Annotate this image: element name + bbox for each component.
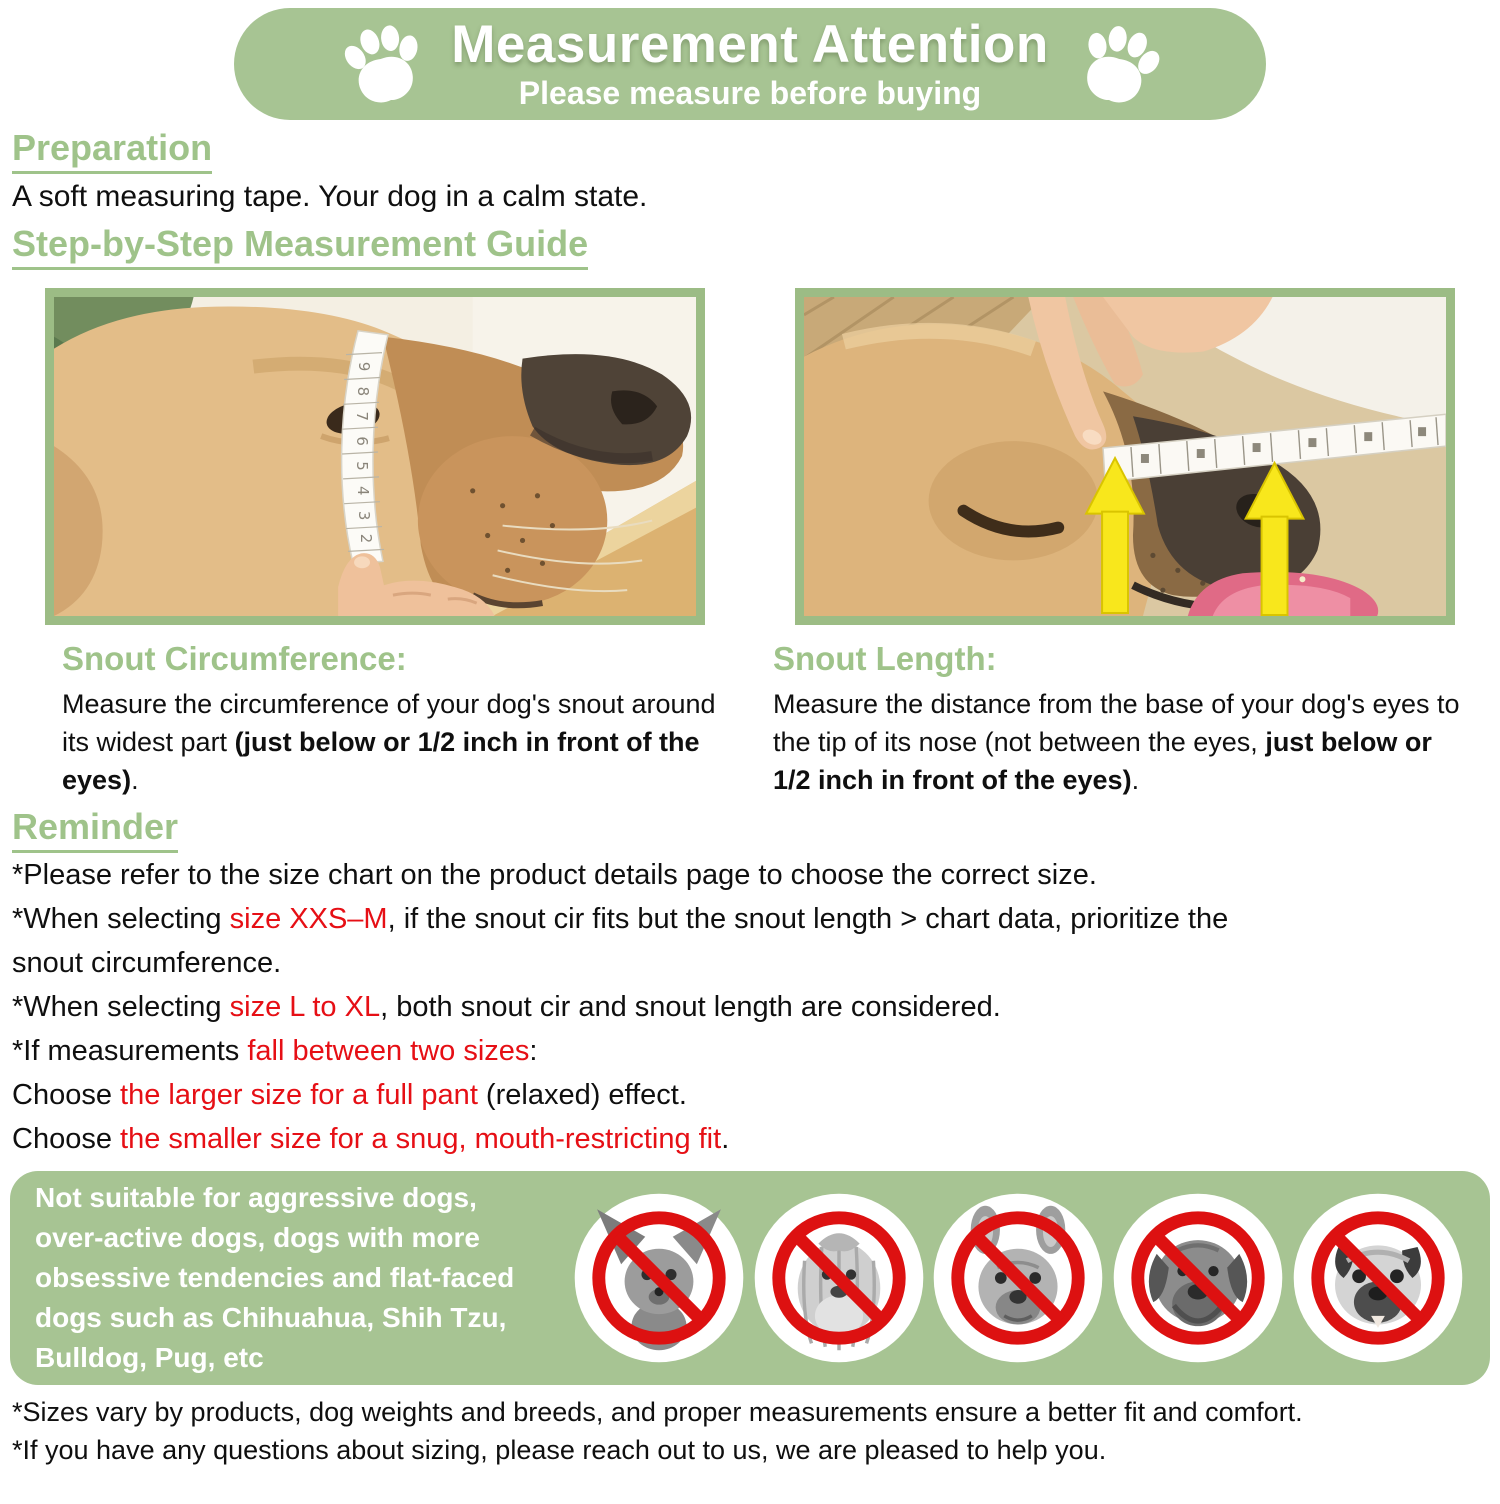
snout-length-caption [773, 639, 1468, 799]
paw-icon [331, 14, 434, 114]
footer-line: *If you have any questions about sizing, please reach out to us, we are pleased to help you. [12, 1435, 1107, 1465]
caption-title: Snout Length: [773, 640, 997, 677]
reminder-line: Choose the smaller size for a snug, mouth-restricting fit. [12, 1123, 730, 1155]
tape-number: 9 [355, 361, 374, 372]
reminder-section [12, 807, 1500, 1161]
warning-box [10, 1171, 1490, 1385]
banner-text [451, 17, 1049, 111]
tape-number: 7 [353, 411, 372, 421]
no-chihuahua-icon [573, 1192, 745, 1364]
tape-number: 6 [353, 436, 372, 446]
warning-line: obsessive tendencies and flat-faced [35, 1262, 515, 1293]
banned-breed-badges [565, 1192, 1472, 1364]
snout-circumference-illustration [54, 297, 696, 616]
warning-line: dogs such as Chihuahua, Shih Tzu, [35, 1302, 507, 1333]
measurement-infographic [0, 8, 1500, 1469]
tape-number: 5 [353, 461, 372, 471]
preparation-heading: Preparation [12, 128, 212, 174]
reminder-line: *Please refer to the size chart on the product details page to choose the correct size. [12, 859, 1097, 891]
reminder-line: *When selecting size XXS–M, if the snout cir fits but the snout length > chart data, prioritize the [12, 903, 1229, 935]
snout-length-illustration [804, 297, 1446, 616]
caption-body: Measure the distance from the base of your dog's eyes to the tip of its nose (not between the eyes, just below or 1/2 inch in front of the eyes). [773, 689, 1460, 795]
no-french-bulldog-icon [932, 1192, 1104, 1364]
tape-number: 3 [355, 510, 374, 521]
reminder-line: *When selecting size L to XL, both snout cir and snout length are considered. [12, 991, 1001, 1023]
caption-title: Snout Circumference: [62, 640, 407, 677]
footer-notes [12, 1393, 1500, 1469]
banner-title: Measurement Attention [451, 15, 1049, 74]
banner-subtitle: Please measure before buying [518, 75, 982, 111]
snout-length-photo [795, 288, 1455, 625]
warning-text [35, 1178, 565, 1378]
tape-number: 8 [354, 386, 373, 397]
snout-circumference-photo [45, 288, 705, 625]
warning-line: Bulldog, Pug, etc [35, 1342, 264, 1373]
snout-circumference-caption [45, 639, 745, 799]
footer-line: *Sizes vary by products, dog weights and breeds, and proper measurements ensure a better fit and comfort. [12, 1397, 1303, 1427]
reminder-line: Choose the larger size for a full pant (relaxed) effect. [12, 1079, 687, 1111]
captions-row [0, 639, 1500, 799]
caption-body: Measure the circumference of your dog's snout around its widest part (just below or 1/2 inch in front of the eyes). [62, 689, 716, 795]
no-shih-tzu-icon [753, 1192, 925, 1364]
paw-icon [1066, 14, 1169, 114]
warning-line: over-active dogs, dogs with more [35, 1222, 480, 1253]
preparation-body: A soft measuring tape. Your dog in a calm state. [12, 180, 648, 213]
reminder-line: *If measurements fall between two sizes: [12, 1035, 538, 1067]
tape-number: 2 [357, 533, 376, 544]
guide-heading: Step-by-Step Measurement Guide [12, 224, 588, 270]
reminder-line: snout circumference. [12, 947, 282, 979]
no-mastiff-icon [1112, 1192, 1284, 1364]
photos-row [0, 288, 1500, 625]
banner [234, 8, 1266, 120]
warning-line: Not suitable for aggressive dogs, [35, 1182, 477, 1213]
tape-number: 4 [354, 486, 373, 496]
guide-section [12, 224, 1500, 270]
preparation-section [12, 128, 1500, 214]
reminder-heading: Reminder [12, 807, 178, 853]
no-pug-icon [1292, 1192, 1464, 1364]
